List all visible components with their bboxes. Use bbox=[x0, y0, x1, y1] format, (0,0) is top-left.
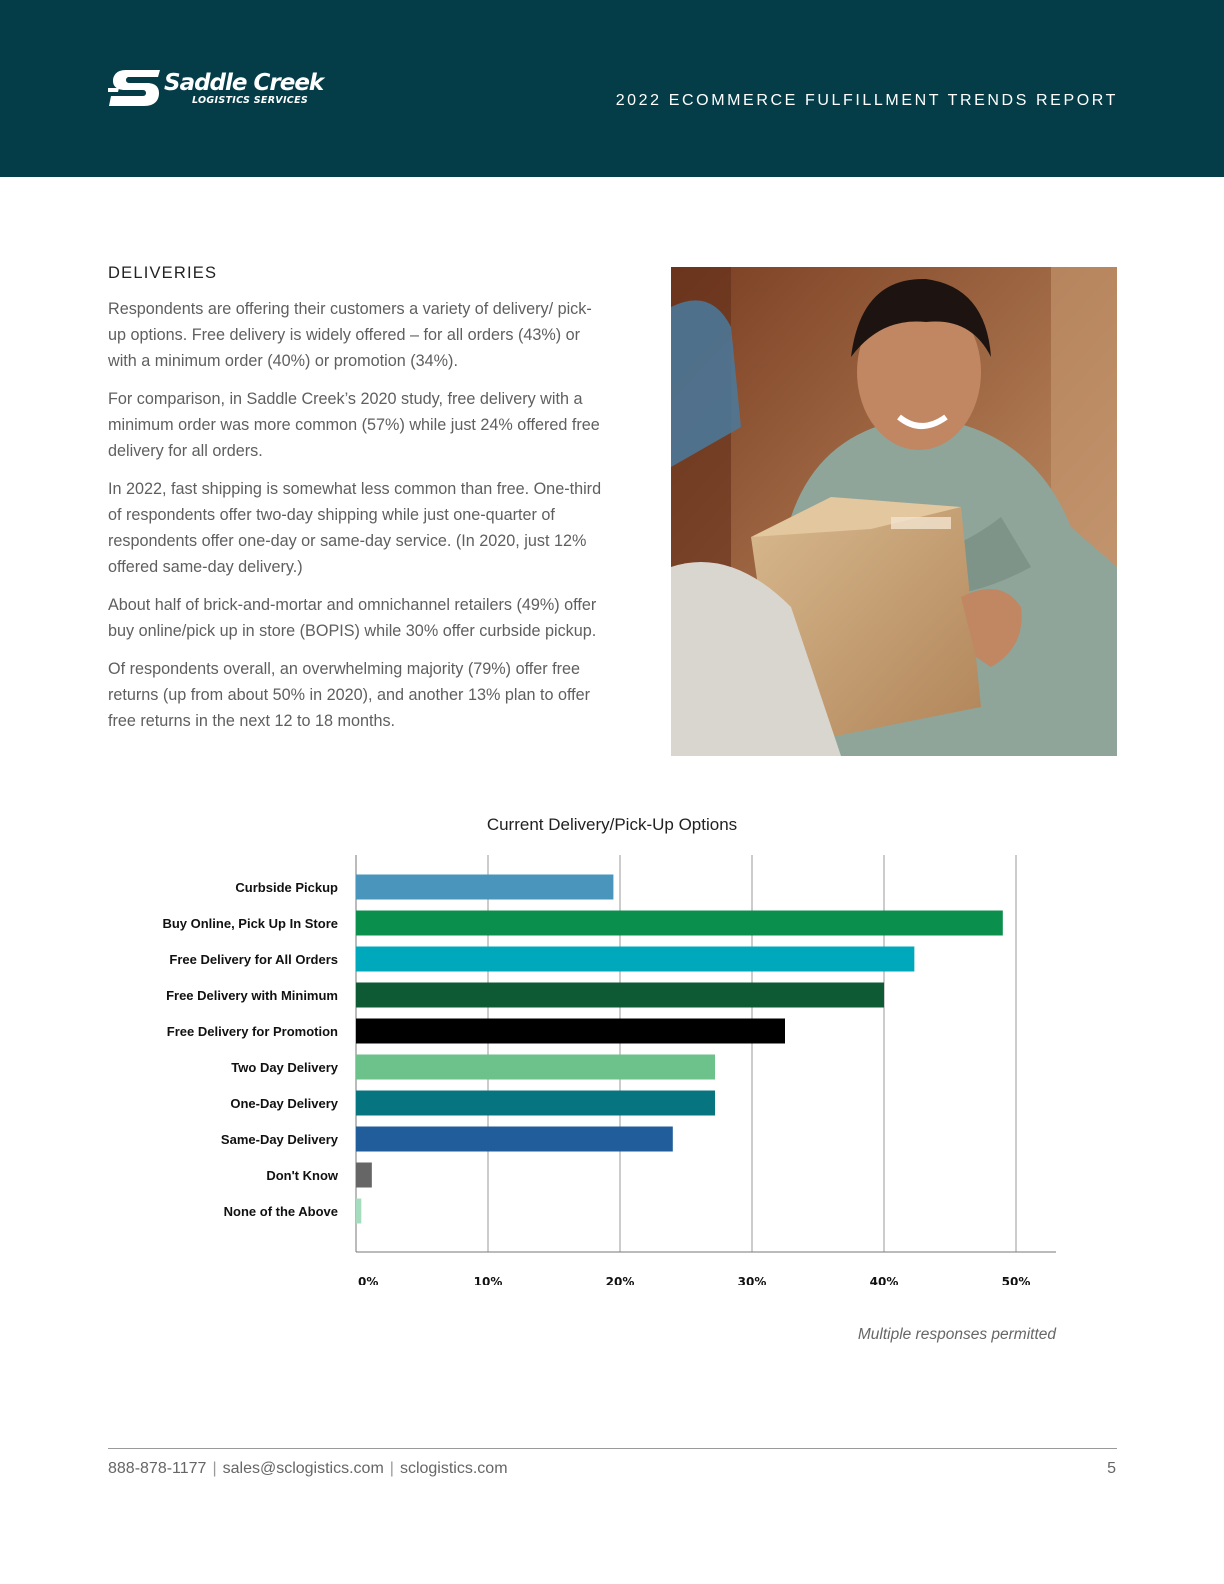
body-text bbox=[108, 296, 608, 746]
category-label: Same-Day Delivery bbox=[220, 1132, 338, 1147]
x-tick-label: 40% bbox=[869, 1275, 899, 1285]
x-tick-label: 30% bbox=[737, 1275, 767, 1285]
category-label: None of the Above bbox=[223, 1204, 338, 1219]
delivery-photo bbox=[671, 267, 1117, 756]
bar bbox=[356, 1091, 715, 1116]
section-heading: DELIVERIES bbox=[108, 264, 218, 282]
report-title: 2022 ECOMMERCE FULFILLMENT TRENDS REPORT bbox=[615, 92, 1118, 109]
logo-subtitle: LOGISTICS SERVICES bbox=[192, 95, 308, 106]
paragraph-2: For comparison, in Saddle Creek’s 2020 study, free delivery with a minimum order was more common (57%) while just 24% offered free delivery for all orders. bbox=[108, 390, 600, 460]
bar bbox=[356, 1127, 673, 1152]
saddle-creek-logo bbox=[108, 66, 324, 110]
bar bbox=[356, 983, 884, 1008]
bar bbox=[356, 1163, 372, 1188]
category-label: Curbside Pickup bbox=[235, 880, 338, 895]
footer-divider bbox=[108, 1448, 1117, 1449]
category-label: Don't Know bbox=[266, 1168, 338, 1183]
footer-separator: | bbox=[212, 1460, 217, 1477]
footer-separator: | bbox=[389, 1460, 394, 1477]
x-tick-label: 20% bbox=[605, 1275, 635, 1285]
bar bbox=[356, 1199, 361, 1224]
bar bbox=[356, 875, 613, 900]
logo-name: Saddle Creek bbox=[164, 70, 324, 96]
page-header bbox=[0, 0, 1224, 177]
chart-note: Multiple responses permitted bbox=[857, 1326, 1056, 1343]
footer-phone: 888-878-1177 bbox=[108, 1460, 207, 1477]
paragraph-1: Respondents are offering their customers a variety of delivery/ pick-up options. Free delivery is widely offered – for all orders (43%) or with a minimum order (40%) or promotion (34%). bbox=[108, 300, 592, 370]
category-label: Free Delivery with Minimum bbox=[166, 988, 338, 1003]
category-label: Free Delivery for All Orders bbox=[169, 952, 338, 967]
paragraph-4: About half of brick-and-mortar and omnichannel retailers (49%) offer buy online/pick up in store (BOPIS) while 30% offer curbside pickup. bbox=[108, 596, 597, 640]
bar bbox=[356, 911, 1003, 936]
chart-title: Current Delivery/Pick-Up Options bbox=[486, 815, 738, 834]
footer-website[interactable]: sclogistics.com bbox=[399, 1460, 508, 1477]
category-label: Buy Online, Pick Up In Store bbox=[162, 916, 338, 931]
delivery-options-chart bbox=[150, 855, 1060, 1285]
bar bbox=[356, 947, 914, 972]
x-tick-label: 0% bbox=[358, 1275, 379, 1285]
logo-s-icon bbox=[108, 66, 162, 110]
footer-contact bbox=[108, 1460, 508, 1478]
x-tick-label: 10% bbox=[473, 1275, 503, 1285]
bar bbox=[356, 1055, 715, 1080]
category-label: Two Day Delivery bbox=[231, 1060, 338, 1075]
category-label: Free Delivery for Promotion bbox=[166, 1024, 338, 1039]
page-number: 5 bbox=[1107, 1460, 1116, 1477]
paragraph-3: In 2022, fast shipping is somewhat less common than free. One-third of respondents offer two-day shipping while just one-quarter of respondents offer one-day or same-day service. (In 2020, just 12% offered same-day delivery.) bbox=[108, 480, 602, 576]
paragraph-5: Of respondents overall, an overwhelming majority (79%) offer free returns (up from about 50% in 2020), and another 13% plan to offer free returns in the next 12 to 18 months. bbox=[108, 660, 591, 730]
category-label: One-Day Delivery bbox=[230, 1096, 338, 1111]
x-tick-label: 50% bbox=[1001, 1275, 1031, 1285]
footer-email[interactable]: sales@sclogistics.com bbox=[222, 1460, 384, 1477]
bar bbox=[356, 1019, 785, 1044]
